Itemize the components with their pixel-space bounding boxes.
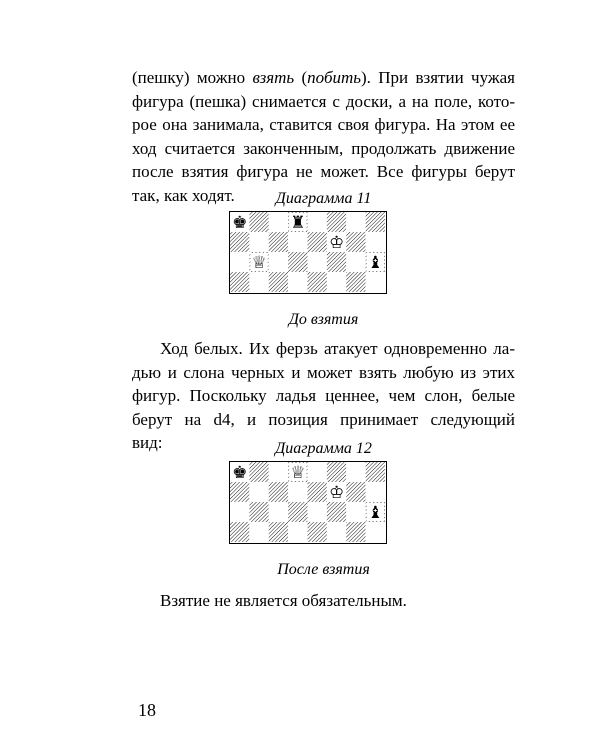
dark-square (366, 212, 385, 232)
light-square (366, 232, 385, 252)
dark-square (308, 272, 327, 292)
paragraph-2 (132, 337, 515, 455)
dark-square (249, 212, 268, 232)
white-king-piece: ♔ (328, 483, 345, 503)
dark-square (308, 522, 327, 542)
black-king-piece: ♚ (232, 213, 248, 233)
paragraph-1 (132, 66, 515, 207)
light-square (269, 212, 288, 232)
dark-square (249, 502, 268, 522)
dark-square (230, 232, 249, 252)
diagram-12-title: Диаграмма 12 (275, 440, 372, 457)
dark-square (327, 462, 346, 482)
light-square (308, 502, 327, 522)
dark-square (249, 462, 268, 482)
paragraph-3 (132, 589, 515, 613)
diagram-12-caption: После взятия (277, 561, 370, 578)
dark-square (346, 232, 365, 252)
chess-diagram-11 (229, 211, 387, 294)
text-segment: фигура (пешка) снимается с доски, а на поле, кото- (132, 91, 515, 111)
light-square (269, 252, 288, 272)
white-queen-piece: ♕ (290, 463, 306, 483)
diagram-11-title: Диаграмма 11 (275, 190, 372, 207)
light-square (366, 482, 385, 502)
text-segment: (пешку) можно (132, 68, 253, 87)
light-square (288, 272, 307, 292)
text-segment: дью и слона черных и может взять любую из этих (132, 362, 515, 382)
text-line (132, 160, 515, 184)
light-square (308, 252, 327, 272)
dark-square (327, 502, 346, 522)
light-square (230, 252, 249, 272)
dark-square (346, 482, 365, 502)
black-bishop-piece: ♝ (367, 253, 383, 273)
page-number: 18 (138, 700, 156, 720)
light-square (308, 212, 327, 232)
light-square (269, 462, 288, 482)
text-line (132, 137, 515, 161)
emphasized-term: взять (252, 68, 295, 87)
light-square (269, 502, 288, 522)
dark-square (308, 232, 327, 252)
black-rook-piece: ♜ (290, 213, 306, 233)
light-square (346, 462, 365, 482)
text-segment: фигур. Поскольку ладья ценнее, чем слон, белые (132, 386, 515, 405)
chess-diagram-12 (229, 461, 387, 544)
dark-square (346, 272, 365, 292)
white-king-piece: ♔ (328, 233, 345, 253)
light-square (288, 482, 307, 502)
board-svg (230, 212, 385, 292)
text-segment: ). При взятии чужая (361, 68, 515, 87)
text-line (132, 337, 515, 361)
text-segment: так, как ходят. (132, 185, 235, 205)
white-queen-piece: ♕ (251, 253, 267, 273)
text-line (132, 384, 515, 408)
light-square (249, 232, 268, 252)
light-square (327, 522, 346, 542)
light-square (230, 502, 249, 522)
board-svg (230, 462, 385, 542)
dark-square (288, 502, 307, 522)
emphasized-term: побить (307, 68, 362, 87)
dark-square (288, 252, 307, 272)
text-line (132, 113, 515, 137)
text-line (132, 589, 515, 613)
black-king-piece: ♚ (232, 463, 248, 483)
dark-square (269, 482, 288, 502)
dark-square (269, 272, 288, 292)
light-square (366, 272, 385, 292)
text-line (132, 408, 515, 432)
dark-square (308, 482, 327, 502)
text-segment: вид: (132, 433, 163, 452)
light-square (308, 462, 327, 482)
light-square (249, 482, 268, 502)
text-line (132, 66, 515, 90)
light-square (249, 272, 268, 292)
light-square (346, 252, 365, 272)
light-square (249, 522, 268, 542)
dark-square (346, 522, 365, 542)
text-line (132, 90, 515, 114)
dark-square (230, 522, 249, 542)
light-square (288, 232, 307, 252)
dark-square (269, 232, 288, 252)
diagram-11-caption: До взятия (288, 311, 359, 328)
light-square (327, 272, 346, 292)
dark-square (269, 522, 288, 542)
text-segment: ( (294, 68, 308, 87)
dark-square (327, 252, 346, 272)
text-segment: ход считается законченным, продолжать движение (132, 138, 515, 158)
dark-square (366, 462, 385, 482)
text-segment: Взятие не является обязательным. (160, 591, 407, 610)
light-square (346, 502, 365, 522)
black-bishop-piece: ♝ (367, 503, 383, 523)
dark-square (327, 212, 346, 232)
text-segment: после взятия фигура не может. Все фигуры берут (132, 162, 515, 181)
dark-square (230, 482, 249, 502)
text-segment: рое она занимала, ставится своя фигура. На этом ее (132, 115, 515, 134)
text-segment: берут на d4, и позиция принимает следующий (132, 409, 515, 429)
light-square (366, 522, 385, 542)
light-square (346, 212, 365, 232)
dark-square (230, 272, 249, 292)
light-square (288, 522, 307, 542)
text-segment: Ход белых. Их ферзь атакует одновременно ла- (160, 339, 515, 358)
text-line (132, 361, 515, 385)
